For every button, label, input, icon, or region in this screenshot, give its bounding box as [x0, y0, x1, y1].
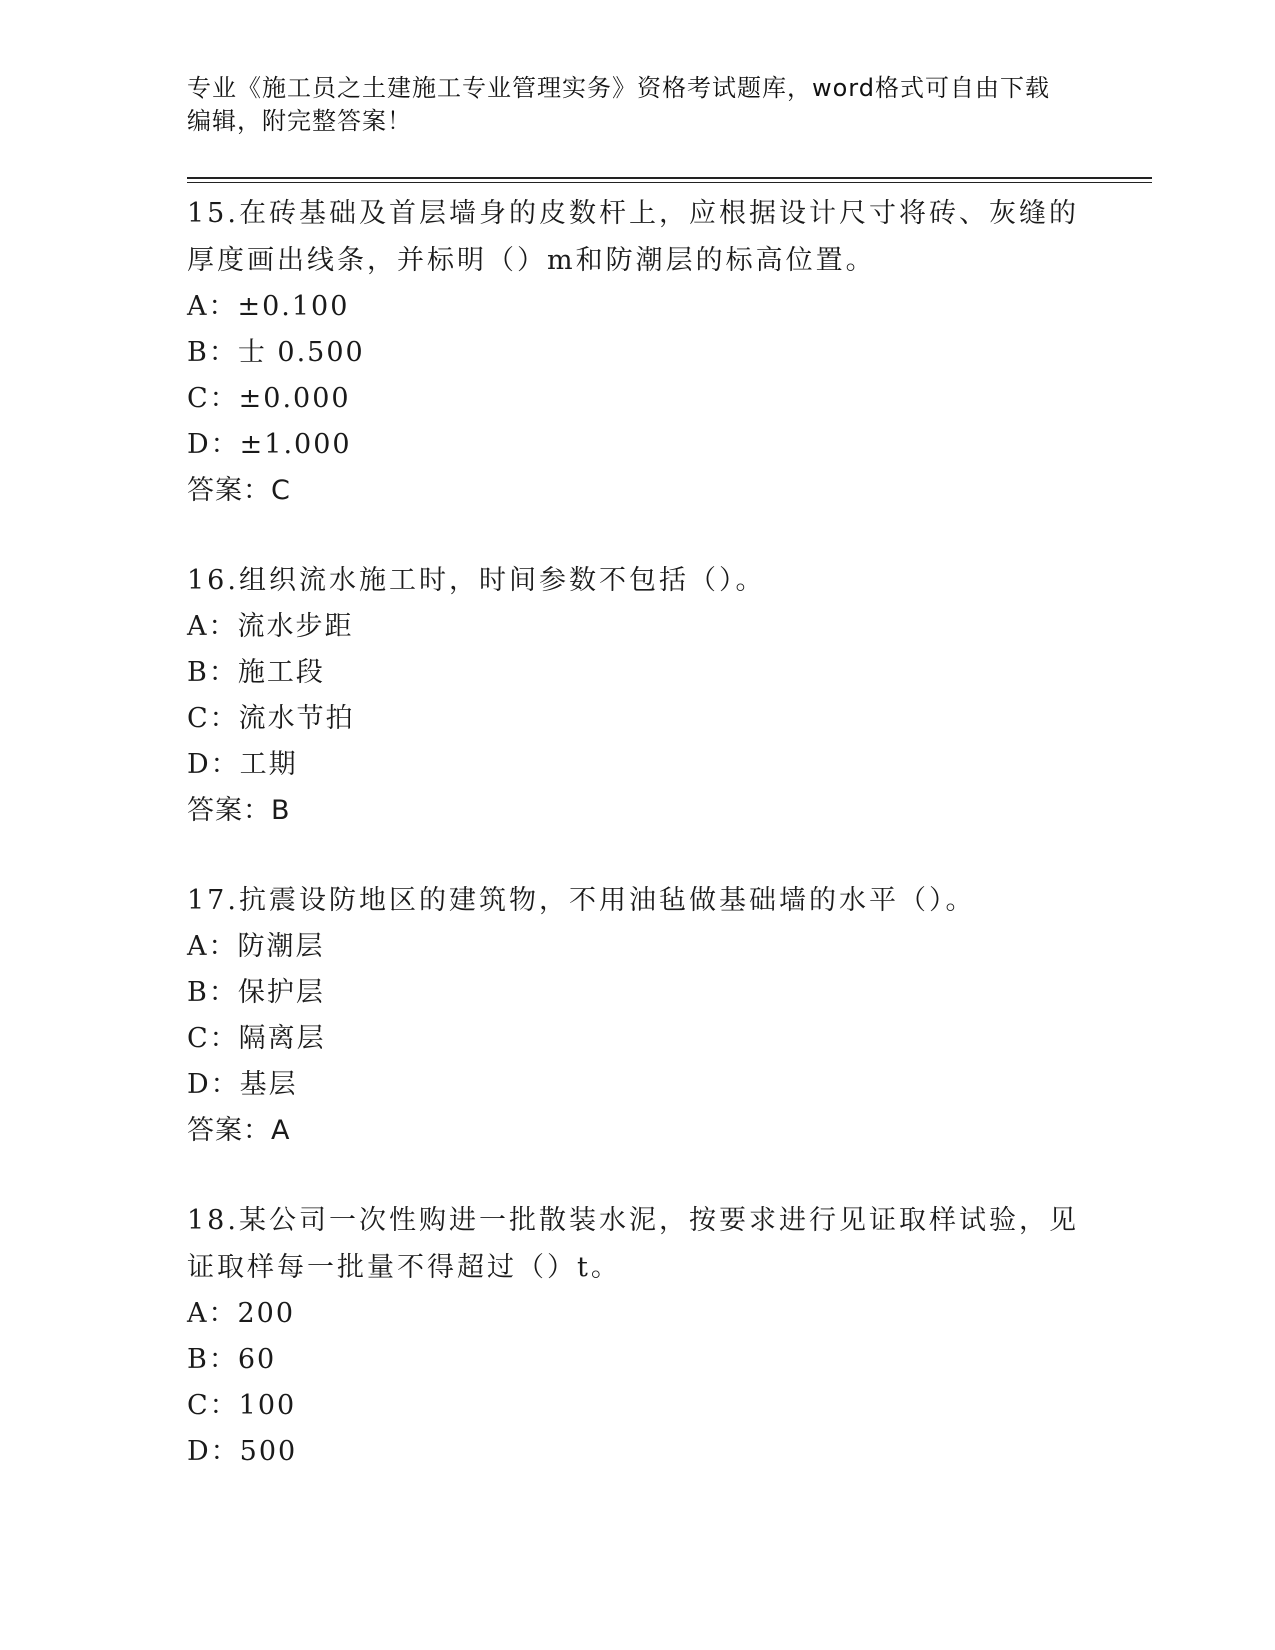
option-a: A：流水步距: [187, 611, 354, 642]
option-c: C：流水节拍: [187, 703, 355, 734]
question-17: [187, 877, 1087, 1154]
question-18: [187, 1197, 1087, 1475]
option-d: D：500: [187, 1436, 298, 1467]
option-b: B：士 0.500: [187, 337, 365, 368]
option-c: C：100: [187, 1390, 297, 1421]
question-16: [187, 557, 1087, 834]
option-b: B：施工段: [187, 657, 325, 688]
spacer: [187, 514, 1087, 557]
option-b: B：保护层: [187, 977, 325, 1008]
option-b: B：60: [187, 1344, 277, 1375]
spacer: [187, 834, 1087, 877]
question-text: 17.抗震设防地区的建筑物，不用油毡做基础墙的水平（）。: [187, 885, 976, 916]
question-text: 16.组织流水施工时，时间参数不包括（）。: [187, 565, 766, 596]
header-divider-thin: [187, 182, 1152, 183]
answer-line: 答案：A: [187, 1115, 291, 1146]
header-divider-thick: [187, 177, 1152, 179]
option-a: A：200: [187, 1298, 296, 1329]
option-c: C：隔离层: [187, 1023, 326, 1054]
option-d: D：基层: [187, 1069, 298, 1100]
question-text: 15.在砖基础及首层墙身的皮数杆上，应根据设计尺寸将砖、灰缝的厚度画出线条，并标明（）m和防潮层的标高位置。: [187, 198, 1079, 276]
question-list: [187, 190, 1087, 1475]
question-text: 18.某公司一次性购进一批散装水泥，按要求进行见证取样试验，见证取样每一批量不得超过（）t。: [187, 1205, 1079, 1283]
answer-line: 答案：C: [187, 475, 291, 506]
option-a: A：±0.100: [187, 291, 350, 322]
document-header: 专业《施工员之土建施工专业管理实务》资格考试题库，word格式可自由下载编辑，附完整答案！: [187, 74, 1050, 135]
question-15: [187, 190, 1087, 514]
option-a: A：防潮层: [187, 931, 325, 962]
option-d: D：±1.000: [187, 429, 352, 460]
option-d: D：工期: [187, 749, 298, 780]
spacer: [187, 1154, 1087, 1197]
answer-line: 答案：B: [187, 795, 291, 826]
option-c: C：±0.000: [187, 383, 351, 414]
